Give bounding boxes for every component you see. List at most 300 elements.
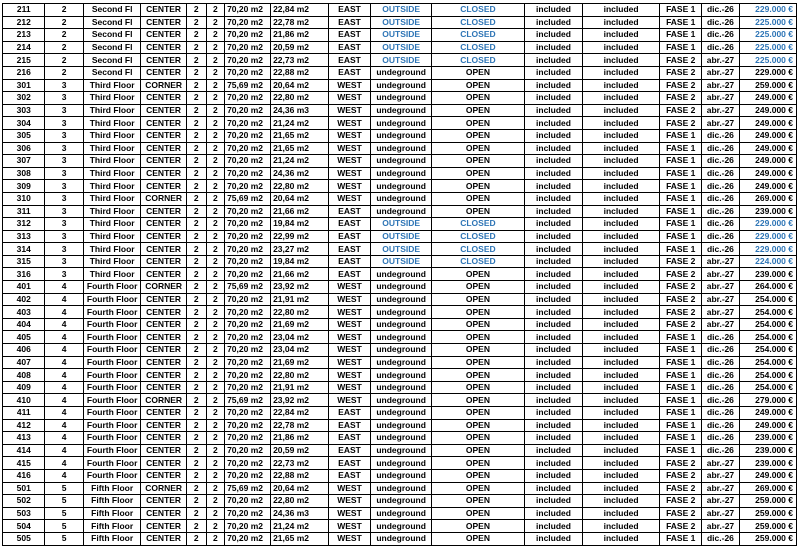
table-row bbox=[3, 281, 797, 294]
orientation-cell: EAST bbox=[328, 16, 370, 29]
floor-number-cell: 3 bbox=[45, 218, 83, 231]
delivery-date-cell: dic.-26 bbox=[702, 331, 739, 344]
phase-cell: FASE 1 bbox=[660, 243, 702, 256]
bathrooms-cell: 2 bbox=[206, 318, 224, 331]
bathrooms-cell: 2 bbox=[206, 16, 224, 29]
parking-cell: OUTSIDE bbox=[371, 29, 432, 42]
terrace-area-cell: 24,36 m3 bbox=[271, 507, 329, 520]
storage-cell: included bbox=[524, 192, 582, 205]
price-cell: 225.000 € bbox=[739, 54, 797, 67]
floor-name-cell: Second Fl bbox=[83, 54, 141, 67]
delivery-date-cell: abr.-27 bbox=[702, 520, 739, 533]
price-cell: 249.000 € bbox=[739, 117, 797, 130]
phase-cell: FASE 2 bbox=[660, 66, 702, 79]
table-row bbox=[3, 142, 797, 155]
floor-number-cell: 5 bbox=[45, 507, 83, 520]
floor-number-cell: 4 bbox=[45, 344, 83, 357]
parking-cell: undeground bbox=[371, 155, 432, 168]
price-cell: 259.000 € bbox=[739, 507, 797, 520]
extras-cell: included bbox=[583, 180, 660, 193]
terrace-area-cell: 22,78 m2 bbox=[271, 16, 329, 29]
terrace-area-cell: 22,80 m2 bbox=[271, 369, 329, 382]
parking-type-cell: OPEN bbox=[432, 281, 525, 294]
interior-area-cell: 70,20 m2 bbox=[225, 255, 271, 268]
floor-name-cell: Second Fl bbox=[83, 41, 141, 54]
floor-name-cell: Fourth Floor bbox=[83, 344, 141, 357]
phase-cell: FASE 2 bbox=[660, 268, 702, 281]
extras-cell: included bbox=[583, 281, 660, 294]
position-cell: CENTER bbox=[141, 142, 186, 155]
position-cell: CENTER bbox=[141, 344, 186, 357]
storage-cell: included bbox=[524, 54, 582, 67]
phase-cell: FASE 2 bbox=[660, 306, 702, 319]
floor-name-cell: Fifth Floor bbox=[83, 495, 141, 508]
price-cell: 239.000 € bbox=[739, 432, 797, 445]
table-row bbox=[3, 117, 797, 130]
table-row bbox=[3, 469, 797, 482]
floor-number-cell: 4 bbox=[45, 381, 83, 394]
terrace-area-cell: 20,64 m2 bbox=[271, 482, 329, 495]
table-row bbox=[3, 306, 797, 319]
interior-area-cell: 70,20 m2 bbox=[225, 432, 271, 445]
parking-cell: undeground bbox=[371, 419, 432, 432]
table-row bbox=[3, 29, 797, 42]
orientation-cell: EAST bbox=[328, 230, 370, 243]
storage-cell: included bbox=[524, 92, 582, 105]
orientation-cell: WEST bbox=[328, 104, 370, 117]
delivery-date-cell: abr.-27 bbox=[702, 92, 739, 105]
terrace-area-cell: 22,80 m2 bbox=[271, 92, 329, 105]
storage-cell: included bbox=[524, 129, 582, 142]
position-cell: CENTER bbox=[141, 532, 186, 545]
unit-cell: 505 bbox=[3, 532, 45, 545]
storage-cell: included bbox=[524, 117, 582, 130]
position-cell: CENTER bbox=[141, 180, 186, 193]
floor-name-cell: Fourth Floor bbox=[83, 281, 141, 294]
floor-name-cell: Second Fl bbox=[83, 16, 141, 29]
delivery-date-cell: abr.-27 bbox=[702, 306, 739, 319]
table-row bbox=[3, 41, 797, 54]
floor-number-cell: 3 bbox=[45, 92, 83, 105]
bedrooms-cell: 2 bbox=[186, 381, 206, 394]
bathrooms-cell: 2 bbox=[206, 180, 224, 193]
price-cell: 249.000 € bbox=[739, 142, 797, 155]
delivery-date-cell: dic.-26 bbox=[702, 218, 739, 231]
position-cell: CENTER bbox=[141, 129, 186, 142]
extras-cell: included bbox=[583, 66, 660, 79]
terrace-area-cell: 22,73 m2 bbox=[271, 457, 329, 470]
bedrooms-cell: 2 bbox=[186, 167, 206, 180]
extras-cell: included bbox=[583, 41, 660, 54]
phase-cell: FASE 2 bbox=[660, 520, 702, 533]
price-cell: 249.000 € bbox=[739, 419, 797, 432]
delivery-date-cell: dic.-26 bbox=[702, 356, 739, 369]
parking-cell: undeground bbox=[371, 104, 432, 117]
bedrooms-cell: 2 bbox=[186, 66, 206, 79]
bathrooms-cell: 2 bbox=[206, 230, 224, 243]
storage-cell: included bbox=[524, 142, 582, 155]
unit-cell: 302 bbox=[3, 92, 45, 105]
bedrooms-cell: 2 bbox=[186, 243, 206, 256]
parking-cell: undeground bbox=[371, 142, 432, 155]
parking-type-cell: OPEN bbox=[432, 205, 525, 218]
storage-cell: included bbox=[524, 482, 582, 495]
bathrooms-cell: 2 bbox=[206, 79, 224, 92]
delivery-date-cell: dic.-26 bbox=[702, 432, 739, 445]
parking-type-cell: OPEN bbox=[432, 293, 525, 306]
unit-cell: 305 bbox=[3, 129, 45, 142]
interior-area-cell: 70,20 m2 bbox=[225, 457, 271, 470]
price-cell: 259.000 € bbox=[739, 532, 797, 545]
table-row bbox=[3, 419, 797, 432]
terrace-area-cell: 20,59 m2 bbox=[271, 444, 329, 457]
orientation-cell: WEST bbox=[328, 167, 370, 180]
unit-cell: 306 bbox=[3, 142, 45, 155]
extras-cell: included bbox=[583, 520, 660, 533]
orientation-cell: EAST bbox=[328, 469, 370, 482]
position-cell: CENTER bbox=[141, 356, 186, 369]
phase-cell: FASE 2 bbox=[660, 457, 702, 470]
parking-type-cell: OPEN bbox=[432, 142, 525, 155]
phase-cell: FASE 2 bbox=[660, 469, 702, 482]
bathrooms-cell: 2 bbox=[206, 507, 224, 520]
floor-number-cell: 2 bbox=[45, 29, 83, 42]
floor-name-cell: Fourth Floor bbox=[83, 331, 141, 344]
delivery-date-cell: dic.-26 bbox=[702, 230, 739, 243]
extras-cell: included bbox=[583, 167, 660, 180]
terrace-area-cell: 22,78 m2 bbox=[271, 419, 329, 432]
price-cell: 249.000 € bbox=[739, 155, 797, 168]
orientation-cell: EAST bbox=[328, 407, 370, 420]
orientation-cell: EAST bbox=[328, 444, 370, 457]
bedrooms-cell: 2 bbox=[186, 16, 206, 29]
parking-type-cell: OPEN bbox=[432, 192, 525, 205]
delivery-date-cell: dic.-26 bbox=[702, 142, 739, 155]
parking-type-cell: CLOSED bbox=[432, 4, 525, 17]
phase-cell: FASE 1 bbox=[660, 407, 702, 420]
orientation-cell: WEST bbox=[328, 318, 370, 331]
bathrooms-cell: 2 bbox=[206, 129, 224, 142]
unit-cell: 409 bbox=[3, 381, 45, 394]
price-cell: 254.000 € bbox=[739, 306, 797, 319]
table-body bbox=[3, 4, 797, 546]
interior-area-cell: 70,20 m2 bbox=[225, 344, 271, 357]
parking-type-cell: OPEN bbox=[432, 180, 525, 193]
phase-cell: FASE 2 bbox=[660, 293, 702, 306]
delivery-date-cell: dic.-26 bbox=[702, 16, 739, 29]
price-cell: 229.000 € bbox=[739, 66, 797, 79]
bathrooms-cell: 2 bbox=[206, 117, 224, 130]
position-cell: CENTER bbox=[141, 255, 186, 268]
bedrooms-cell: 2 bbox=[186, 432, 206, 445]
terrace-area-cell: 21,24 m2 bbox=[271, 117, 329, 130]
floor-name-cell: Third Floor bbox=[83, 129, 141, 142]
bathrooms-cell: 2 bbox=[206, 520, 224, 533]
bedrooms-cell: 2 bbox=[186, 419, 206, 432]
terrace-area-cell: 21,86 m2 bbox=[271, 29, 329, 42]
price-cell: 249.000 € bbox=[739, 407, 797, 420]
storage-cell: included bbox=[524, 104, 582, 117]
orientation-cell: EAST bbox=[328, 419, 370, 432]
position-cell: CENTER bbox=[141, 507, 186, 520]
interior-area-cell: 70,20 m2 bbox=[225, 369, 271, 382]
storage-cell: included bbox=[524, 167, 582, 180]
unit-cell: 311 bbox=[3, 205, 45, 218]
interior-area-cell: 70,20 m2 bbox=[225, 92, 271, 105]
floor-number-cell: 2 bbox=[45, 41, 83, 54]
bathrooms-cell: 2 bbox=[206, 104, 224, 117]
orientation-cell: EAST bbox=[328, 41, 370, 54]
parking-type-cell: CLOSED bbox=[432, 230, 525, 243]
position-cell: CENTER bbox=[141, 218, 186, 231]
position-cell: CENTER bbox=[141, 369, 186, 382]
table-row bbox=[3, 92, 797, 105]
storage-cell: included bbox=[524, 457, 582, 470]
position-cell: CORNER bbox=[141, 192, 186, 205]
delivery-date-cell: abr.-27 bbox=[702, 457, 739, 470]
parking-type-cell: OPEN bbox=[432, 520, 525, 533]
parking-cell: undeground bbox=[371, 293, 432, 306]
bedrooms-cell: 2 bbox=[186, 482, 206, 495]
terrace-area-cell: 24,36 m3 bbox=[271, 104, 329, 117]
unit-cell: 316 bbox=[3, 268, 45, 281]
orientation-cell: WEST bbox=[328, 394, 370, 407]
orientation-cell: WEST bbox=[328, 356, 370, 369]
floor-number-cell: 4 bbox=[45, 318, 83, 331]
unit-cell: 404 bbox=[3, 318, 45, 331]
price-cell: 225.000 € bbox=[739, 16, 797, 29]
parking-type-cell: OPEN bbox=[432, 66, 525, 79]
phase-cell: FASE 1 bbox=[660, 444, 702, 457]
terrace-area-cell: 21,66 m2 bbox=[271, 205, 329, 218]
table-row bbox=[3, 369, 797, 382]
bedrooms-cell: 2 bbox=[186, 4, 206, 17]
table-row bbox=[3, 268, 797, 281]
parking-cell: undeground bbox=[371, 281, 432, 294]
bathrooms-cell: 2 bbox=[206, 306, 224, 319]
bathrooms-cell: 2 bbox=[206, 255, 224, 268]
floor-number-cell: 4 bbox=[45, 469, 83, 482]
bathrooms-cell: 2 bbox=[206, 482, 224, 495]
delivery-date-cell: abr.-27 bbox=[702, 54, 739, 67]
floor-name-cell: Second Fl bbox=[83, 29, 141, 42]
bathrooms-cell: 2 bbox=[206, 331, 224, 344]
table-row bbox=[3, 457, 797, 470]
bathrooms-cell: 2 bbox=[206, 293, 224, 306]
interior-area-cell: 70,20 m2 bbox=[225, 66, 271, 79]
price-cell: 249.000 € bbox=[739, 104, 797, 117]
floor-name-cell: Fifth Floor bbox=[83, 520, 141, 533]
delivery-date-cell: dic.-26 bbox=[702, 369, 739, 382]
interior-area-cell: 70,20 m2 bbox=[225, 381, 271, 394]
parking-type-cell: OPEN bbox=[432, 306, 525, 319]
floor-number-cell: 3 bbox=[45, 155, 83, 168]
parking-type-cell: OPEN bbox=[432, 457, 525, 470]
bathrooms-cell: 2 bbox=[206, 268, 224, 281]
table-row bbox=[3, 432, 797, 445]
storage-cell: included bbox=[524, 394, 582, 407]
interior-area-cell: 70,20 m2 bbox=[225, 356, 271, 369]
terrace-area-cell: 22,80 m2 bbox=[271, 495, 329, 508]
floor-name-cell: Fifth Floor bbox=[83, 532, 141, 545]
price-cell: 239.000 € bbox=[739, 444, 797, 457]
terrace-area-cell: 19,84 m2 bbox=[271, 218, 329, 231]
phase-cell: FASE 2 bbox=[660, 104, 702, 117]
interior-area-cell: 70,20 m2 bbox=[225, 532, 271, 545]
floor-name-cell: Fourth Floor bbox=[83, 293, 141, 306]
bedrooms-cell: 2 bbox=[186, 268, 206, 281]
extras-cell: included bbox=[583, 192, 660, 205]
position-cell: CENTER bbox=[141, 293, 186, 306]
storage-cell: included bbox=[524, 318, 582, 331]
orientation-cell: WEST bbox=[328, 192, 370, 205]
phase-cell: FASE 1 bbox=[660, 331, 702, 344]
delivery-date-cell: abr.-27 bbox=[702, 507, 739, 520]
terrace-area-cell: 21,65 m2 bbox=[271, 142, 329, 155]
floor-name-cell: Third Floor bbox=[83, 205, 141, 218]
parking-cell: OUTSIDE bbox=[371, 41, 432, 54]
extras-cell: included bbox=[583, 432, 660, 445]
parking-cell: OUTSIDE bbox=[371, 230, 432, 243]
orientation-cell: WEST bbox=[328, 507, 370, 520]
price-cell: 229.000 € bbox=[739, 243, 797, 256]
floor-name-cell: Fifth Floor bbox=[83, 507, 141, 520]
parking-cell: undeground bbox=[371, 394, 432, 407]
extras-cell: included bbox=[583, 407, 660, 420]
price-cell: 229.000 € bbox=[739, 218, 797, 231]
floor-number-cell: 3 bbox=[45, 255, 83, 268]
terrace-area-cell: 21,86 m2 bbox=[271, 432, 329, 445]
floor-name-cell: Third Floor bbox=[83, 155, 141, 168]
delivery-date-cell: abr.-27 bbox=[702, 281, 739, 294]
phase-cell: FASE 1 bbox=[660, 532, 702, 545]
orientation-cell: WEST bbox=[328, 306, 370, 319]
terrace-area-cell: 21,91 m2 bbox=[271, 293, 329, 306]
delivery-date-cell: dic.-26 bbox=[702, 155, 739, 168]
phase-cell: FASE 1 bbox=[660, 4, 702, 17]
unit-cell: 410 bbox=[3, 394, 45, 407]
bedrooms-cell: 2 bbox=[186, 306, 206, 319]
floor-name-cell: Fourth Floor bbox=[83, 407, 141, 420]
delivery-date-cell: abr.-27 bbox=[702, 482, 739, 495]
storage-cell: included bbox=[524, 344, 582, 357]
floor-name-cell: Fourth Floor bbox=[83, 394, 141, 407]
orientation-cell: EAST bbox=[328, 4, 370, 17]
floor-number-cell: 5 bbox=[45, 520, 83, 533]
bedrooms-cell: 2 bbox=[186, 41, 206, 54]
extras-cell: included bbox=[583, 54, 660, 67]
orientation-cell: EAST bbox=[328, 205, 370, 218]
parking-cell: undeground bbox=[371, 268, 432, 281]
floor-number-cell: 4 bbox=[45, 457, 83, 470]
floor-number-cell: 3 bbox=[45, 268, 83, 281]
price-cell: 279.000 € bbox=[739, 394, 797, 407]
parking-type-cell: OPEN bbox=[432, 331, 525, 344]
table-row bbox=[3, 331, 797, 344]
extras-cell: included bbox=[583, 230, 660, 243]
terrace-area-cell: 21,65 m2 bbox=[271, 532, 329, 545]
orientation-cell: EAST bbox=[328, 255, 370, 268]
phase-cell: FASE 1 bbox=[660, 192, 702, 205]
extras-cell: included bbox=[583, 268, 660, 281]
price-cell: 254.000 € bbox=[739, 344, 797, 357]
parking-type-cell: OPEN bbox=[432, 482, 525, 495]
storage-cell: included bbox=[524, 255, 582, 268]
storage-cell: included bbox=[524, 29, 582, 42]
delivery-date-cell: dic.-26 bbox=[702, 444, 739, 457]
orientation-cell: EAST bbox=[328, 268, 370, 281]
extras-cell: included bbox=[583, 306, 660, 319]
table-row bbox=[3, 381, 797, 394]
interior-area-cell: 70,20 m2 bbox=[225, 117, 271, 130]
bedrooms-cell: 2 bbox=[186, 180, 206, 193]
interior-area-cell: 70,20 m2 bbox=[225, 29, 271, 42]
table-row bbox=[3, 54, 797, 67]
price-cell: 269.000 € bbox=[739, 482, 797, 495]
table-row bbox=[3, 192, 797, 205]
interior-area-cell: 70,20 m2 bbox=[225, 306, 271, 319]
bathrooms-cell: 2 bbox=[206, 192, 224, 205]
terrace-area-cell: 21,24 m2 bbox=[271, 520, 329, 533]
interior-area-cell: 70,20 m2 bbox=[225, 16, 271, 29]
phase-cell: FASE 1 bbox=[660, 432, 702, 445]
parking-type-cell: OPEN bbox=[432, 419, 525, 432]
floor-name-cell: Third Floor bbox=[83, 243, 141, 256]
floor-name-cell: Third Floor bbox=[83, 167, 141, 180]
phase-cell: FASE 1 bbox=[660, 356, 702, 369]
orientation-cell: EAST bbox=[328, 54, 370, 67]
unit-cell: 403 bbox=[3, 306, 45, 319]
bedrooms-cell: 2 bbox=[186, 469, 206, 482]
interior-area-cell: 70,20 m2 bbox=[225, 318, 271, 331]
storage-cell: included bbox=[524, 419, 582, 432]
extras-cell: included bbox=[583, 356, 660, 369]
terrace-area-cell: 23,27 m2 bbox=[271, 243, 329, 256]
parking-cell: undeground bbox=[371, 482, 432, 495]
parking-cell: OUTSIDE bbox=[371, 16, 432, 29]
parking-cell: undeground bbox=[371, 520, 432, 533]
bathrooms-cell: 2 bbox=[206, 394, 224, 407]
position-cell: CENTER bbox=[141, 104, 186, 117]
delivery-date-cell: dic.-26 bbox=[702, 394, 739, 407]
phase-cell: FASE 1 bbox=[660, 344, 702, 357]
delivery-date-cell: abr.-27 bbox=[702, 79, 739, 92]
position-cell: CORNER bbox=[141, 482, 186, 495]
unit-cell: 315 bbox=[3, 255, 45, 268]
phase-cell: FASE 1 bbox=[660, 369, 702, 382]
orientation-cell: WEST bbox=[328, 369, 370, 382]
unit-cell: 212 bbox=[3, 16, 45, 29]
floor-number-cell: 3 bbox=[45, 167, 83, 180]
bathrooms-cell: 2 bbox=[206, 243, 224, 256]
bedrooms-cell: 2 bbox=[186, 318, 206, 331]
parking-cell: undeground bbox=[371, 344, 432, 357]
extras-cell: included bbox=[583, 331, 660, 344]
delivery-date-cell: dic.-26 bbox=[702, 532, 739, 545]
bathrooms-cell: 2 bbox=[206, 92, 224, 105]
interior-area-cell: 70,20 m2 bbox=[225, 218, 271, 231]
floor-name-cell: Third Floor bbox=[83, 230, 141, 243]
bedrooms-cell: 2 bbox=[186, 394, 206, 407]
interior-area-cell: 70,20 m2 bbox=[225, 180, 271, 193]
interior-area-cell: 70,20 m2 bbox=[225, 495, 271, 508]
floor-name-cell: Fourth Floor bbox=[83, 318, 141, 331]
floor-name-cell: Fourth Floor bbox=[83, 381, 141, 394]
bathrooms-cell: 2 bbox=[206, 29, 224, 42]
parking-type-cell: OPEN bbox=[432, 532, 525, 545]
bedrooms-cell: 2 bbox=[186, 218, 206, 231]
price-cell: 229.000 € bbox=[739, 230, 797, 243]
